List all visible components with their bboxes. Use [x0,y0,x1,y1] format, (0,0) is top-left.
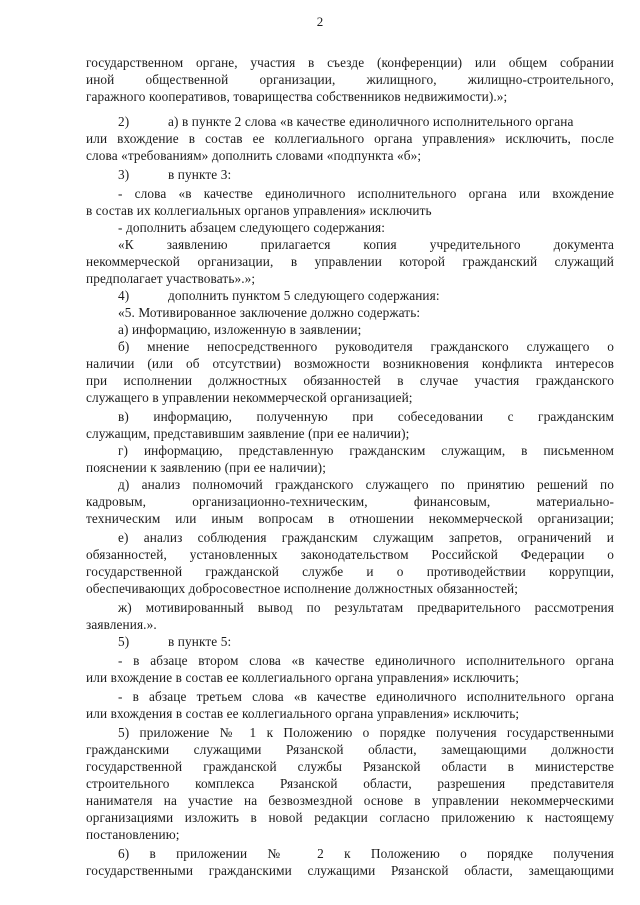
text-line: «К заявлению прилагается копия учредительного документа [118,237,614,252]
text-line: наличии (или об отсутствии) возможности возникновения конфликта интересов [86,356,614,371]
text-line: б) мнение непосредственного руководителя гражданского служащего о [118,339,614,354]
text-line: гаражного кооперативов, товарищества собственников недвижимости).»; [86,89,508,104]
text-line: д) анализ полномочий гражданского служащего по принятию решений по [118,477,614,492]
text-line: - слова «в качестве единоличного исполнительного органа или вхождение [118,186,614,201]
text-line: нанимателя на участие на безвозмездной основе в управлении некоммерческими [86,793,614,808]
text-line: а) информацию, изложенную в заявлении; [118,322,362,337]
text-line: е) анализ соблюдения гражданским служащим запретов, ограничений и [118,530,614,545]
text-line: обеспечивающих добросовестное исполнение должностных обязанностей; [86,581,518,596]
text-line: иной общественной организации, жилищного, жилищно-строительного, [86,72,614,87]
text-line: слова «требованиям» дополнить словами «подпункта «б»; [86,148,422,163]
text-line: государственной гражданской службе и о противодействии коррупции, [86,564,614,579]
text-line: или вхождение в состав ее коллегиального органа управления» исключить; [86,670,519,685]
text-line: - в абзаце втором слова «в качестве единоличного исполнительного органа [118,653,614,668]
list-marker: 3) [118,167,130,182]
list-marker: 5) [118,634,130,649]
text-line: предполагает участвовать».»; [86,271,256,286]
text-line: 5) приложение № 1 к Положению о порядке получения государственными [118,725,614,740]
text-line: ж) мотивированный вывод по результатам предварительного рассмотрения [118,600,614,615]
text-line: государственной гражданской службы Рязанской области в министерстве [86,759,614,774]
text-line: кадровым, организационно-техническим, финансовым, материально- [86,494,614,509]
text-line: в пункте 3: [168,167,232,182]
text-line: в) информацию, полученную при собеседовании с гражданским [118,409,614,424]
text-line: техническим или иным вопросам в отношении некоммерческой организации; [86,511,614,526]
text-line: заявления.». [86,617,157,632]
text-line: пояснении к заявлению (при ее наличии); [86,460,326,475]
list-marker: 4) [118,288,130,303]
text-line: «5. Мотивированное заключение должно содержать: [118,305,421,320]
text-line: а) в пункте 2 слова «в качестве единоличного исполнительного органа [168,114,574,129]
text-line: при исполнении должностных обязанностей в случае участия гражданского [86,373,614,388]
text-line: или вхождение в состав ее коллегиального органа управления» исключить, после [86,131,614,146]
text-line: - дополнить абзацем следующего содержания: [118,220,386,235]
text-line: в состав их коллегиальных органов управления» исключить [86,203,432,218]
text-line: строительного комплекса Рязанской области, разрешения представителя [86,776,614,791]
page-number: 2 [316,14,324,29]
list-marker: 2) [118,114,130,129]
text-line: или вхождения в состав ее коллегиального органа управления» исключить; [86,706,520,721]
text-line: в пункте 5: [168,634,232,649]
text-line: государственными гражданскими служащими Рязанской области, замещающими [86,863,614,878]
text-line: служащим, представившим заявление (при ее наличии); [86,426,410,441]
text-line: служащего в управлении некоммерческой организацией; [86,390,413,405]
text-line: государственном органе, участия в съезде (конференции) или общем собрании [86,55,614,70]
text-line: 6) в приложении № 2 к Положению о порядке получения [118,846,614,861]
text-line: некоммерческой организации, в управлении которой гражданский служащий [86,254,614,269]
text-line: дополнить пунктом 5 следующего содержания: [168,288,440,303]
text-line: г) информацию, представленную гражданским служащим, в письменном [118,443,614,458]
text-line: организациями изложить в новой редакции согласно приложению к настоящему [86,810,614,825]
text-line: обязанностей, установленных законодательством Российской Федерации о [86,547,614,562]
text-line: постановлению; [86,827,180,842]
text-line: гражданскими служащими Рязанской области, замещающими должности [86,742,614,757]
text-line: - в абзаце третьем слова «в качестве единоличного исполнительного органа [118,689,614,704]
